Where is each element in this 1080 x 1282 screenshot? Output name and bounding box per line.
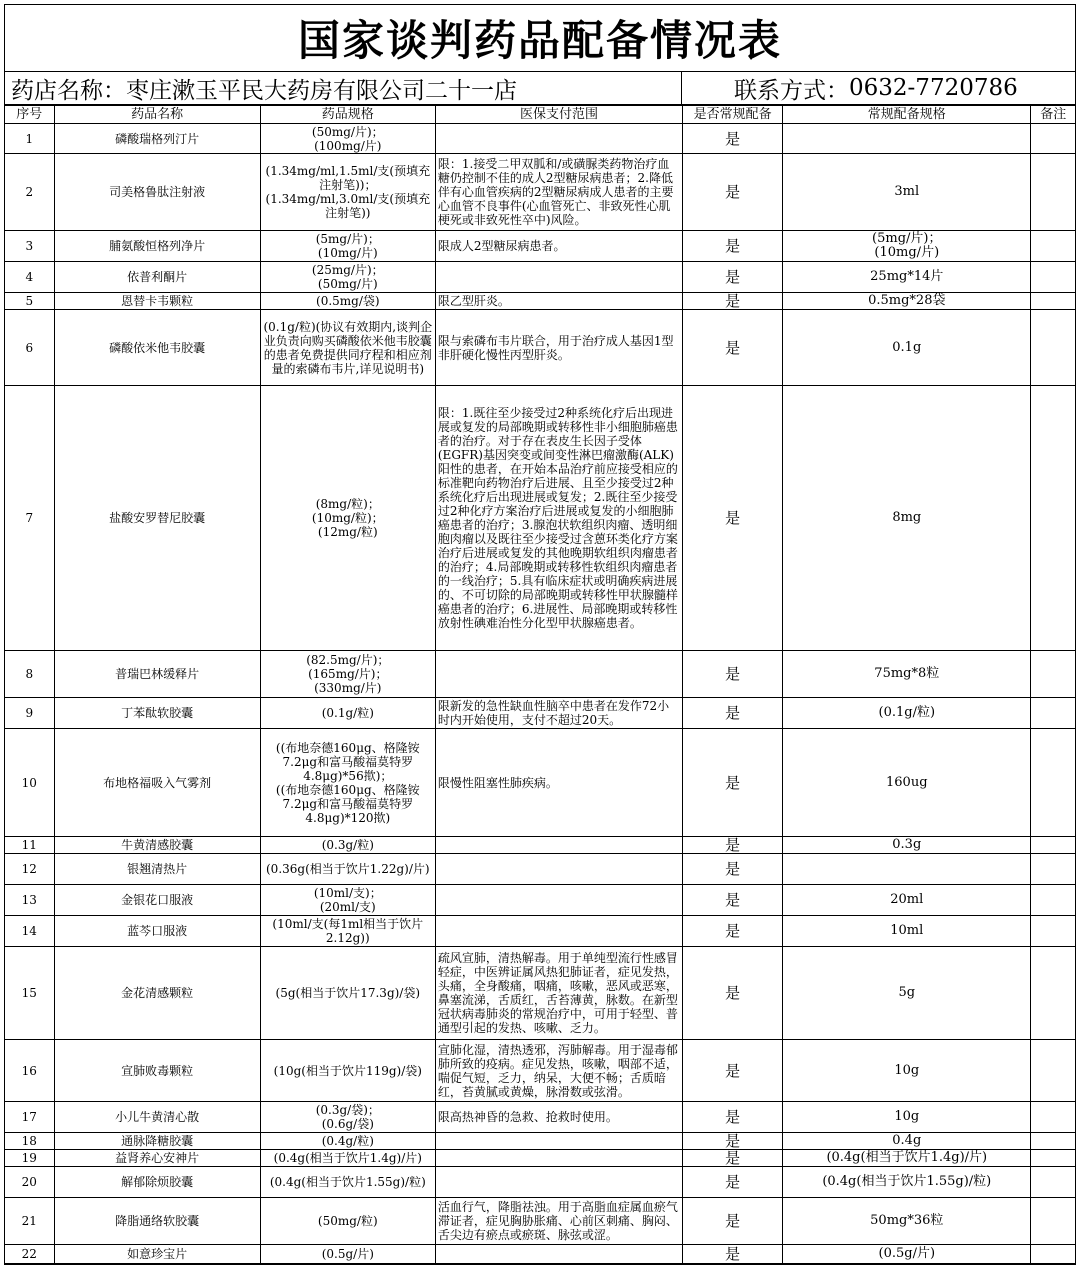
cell-regular: 是: [683, 698, 783, 729]
cell-scope: 限成人2型糖尿病患者。: [435, 231, 682, 262]
cell-no: 22: [5, 1245, 54, 1264]
cell-regular: 是: [683, 1167, 783, 1198]
table-row: [5, 1198, 1075, 1245]
cell-no: 17: [5, 1102, 54, 1133]
table-row: [5, 854, 1075, 885]
store-info-bar: [5, 72, 1075, 105]
cell-name: 通脉降糖胶囊: [54, 1133, 260, 1150]
cell-spec: (25mg/片)； (50mg/片): [260, 262, 435, 293]
table-row: [5, 124, 1075, 154]
cell-note: [1031, 124, 1075, 154]
cell-scope: [435, 1167, 682, 1198]
cell-name: 解郁除烦胶囊: [54, 1167, 260, 1198]
cell-note: [1031, 1133, 1075, 1150]
cell-regular: 是: [683, 386, 783, 651]
cell-regular: 是: [683, 947, 783, 1040]
cell-regular: 是: [683, 310, 783, 386]
cell-scope: 宣肺化湿，清热透邪，泻肺解毒。用于湿毒郁肺所致的疫病。症见发热，咳嗽，咽部不适，喘促气短，乏力，纳呆，大便不畅；舌质暗红，苔黄腻或黄燥，脉滑数或弦滑。: [435, 1040, 682, 1102]
table-row: [5, 1133, 1075, 1150]
cell-reg-spec: 0.4g: [783, 1133, 1031, 1150]
cell-spec: (5g(相当于饮片17.3g)/袋): [260, 947, 435, 1040]
cell-reg-spec: 3ml: [783, 154, 1031, 231]
cell-scope: [435, 837, 682, 854]
cell-name: 磷酸瑞格列汀片: [54, 124, 260, 154]
cell-spec: (8mg/粒)； (10mg/粒)； (12mg/粒): [260, 386, 435, 651]
cell-note: [1031, 1150, 1075, 1167]
cell-name: 降脂通络软胶囊: [54, 1198, 260, 1245]
cell-name: 小儿牛黄清心散: [54, 1102, 260, 1133]
cell-reg-spec: 0.5mg*28袋: [783, 293, 1031, 310]
drug-table: [5, 105, 1075, 1264]
cell-name: 普瑞巴林缓释片: [54, 651, 260, 698]
cell-scope: [435, 854, 682, 885]
cell-spec: (0.1g/粒)(协议有效期内,谈判企业负责向购买磷酸依米他韦胶囊的患者免费提供同疗程和相应剂量的索磷布韦片,详见说明书): [260, 310, 435, 386]
cell-name: 蓝芩口服液: [54, 916, 260, 947]
cell-name: 磷酸依米他韦胶囊: [54, 310, 260, 386]
cell-regular: 是: [683, 154, 783, 231]
cell-no: 6: [5, 310, 54, 386]
cell-name: 金花清感颗粒: [54, 947, 260, 1040]
table-row: [5, 885, 1075, 916]
cell-name: 司美格鲁肽注射液: [54, 154, 260, 231]
cell-spec: (10ml/支)； (20ml/支): [260, 885, 435, 916]
cell-scope: 限慢性阻塞性肺疾病。: [435, 729, 682, 837]
cell-name: 牛黄清感胶囊: [54, 837, 260, 854]
col-header-spec: 药品规格: [260, 106, 435, 124]
col-header-scope: 医保支付范围: [435, 106, 682, 124]
col-header-note: 备注: [1031, 106, 1075, 124]
cell-name: 恩替卡韦颗粒: [54, 293, 260, 310]
cell-reg-spec: [783, 124, 1031, 154]
cell-spec: (10g(相当于饮片119g)/袋): [260, 1040, 435, 1102]
cell-note: [1031, 386, 1075, 651]
cell-regular: 是: [683, 885, 783, 916]
table-row: [5, 1102, 1075, 1133]
cell-no: 5: [5, 293, 54, 310]
cell-scope: 限新发的急性缺血性脑卒中患者在发作72小时内开始使用，支付不超过20天。: [435, 698, 682, 729]
cell-reg-spec: 50mg*36粒: [783, 1198, 1031, 1245]
table-row: [5, 1040, 1075, 1102]
cell-spec: (0.3g/粒): [260, 837, 435, 854]
cell-reg-spec: 0.3g: [783, 837, 1031, 854]
cell-scope: [435, 124, 682, 154]
cell-note: [1031, 310, 1075, 386]
cell-no: 1: [5, 124, 54, 154]
cell-no: 21: [5, 1198, 54, 1245]
table-row: [5, 386, 1075, 651]
cell-reg-spec: (0.1g/粒): [783, 698, 1031, 729]
table-row: [5, 1245, 1075, 1264]
cell-spec: (0.1g/粒): [260, 698, 435, 729]
cell-regular: 是: [683, 293, 783, 310]
cell-no: 4: [5, 262, 54, 293]
table-row: [5, 231, 1075, 262]
col-header-reg-spec: 常规配备规格: [783, 106, 1031, 124]
cell-name: 丁苯酞软胶囊: [54, 698, 260, 729]
table-header-row: [5, 106, 1075, 124]
table-row: [5, 154, 1075, 231]
cell-no: 13: [5, 885, 54, 916]
cell-note: [1031, 837, 1075, 854]
cell-no: 9: [5, 698, 54, 729]
cell-reg-spec: 20ml: [783, 885, 1031, 916]
table-row: [5, 1167, 1075, 1198]
cell-spec: (0.4g(相当于饮片1.4g)/片): [260, 1150, 435, 1167]
cell-scope: [435, 1133, 682, 1150]
cell-note: [1031, 885, 1075, 916]
cell-note: [1031, 231, 1075, 262]
table-row: [5, 1150, 1075, 1167]
table-row: [5, 947, 1075, 1040]
cell-name: 宣肺败毒颗粒: [54, 1040, 260, 1102]
table-row: [5, 262, 1075, 293]
cell-no: 15: [5, 947, 54, 1040]
cell-spec: ((布地奈德160μg、格隆铵7.2μg和富马酸福莫特罗4.8μg)*56揿)； ((布地奈德160μg、格隆铵7.2μg和富马酸福莫特罗4.8μg)*120揿): [260, 729, 435, 837]
cell-spec: (0.4g/粒): [260, 1133, 435, 1150]
cell-note: [1031, 854, 1075, 885]
cell-no: 8: [5, 651, 54, 698]
cell-regular: 是: [683, 262, 783, 293]
cell-reg-spec: 25mg*14片: [783, 262, 1031, 293]
table-row: [5, 293, 1075, 310]
cell-no: 12: [5, 854, 54, 885]
cell-name: 金银花口服液: [54, 885, 260, 916]
cell-name: 如意珍宝片: [54, 1245, 260, 1264]
cell-regular: 是: [683, 124, 783, 154]
table-row: [5, 651, 1075, 698]
contact-phone: 0632-7720786: [849, 75, 1018, 101]
cell-name: 银翘清热片: [54, 854, 260, 885]
cell-reg-spec: 5g: [783, 947, 1031, 1040]
cell-regular: 是: [683, 231, 783, 262]
cell-reg-spec: 0.1g: [783, 310, 1031, 386]
cell-note: [1031, 1040, 1075, 1102]
table-row: [5, 837, 1075, 854]
cell-scope: [435, 262, 682, 293]
store-info: [5, 72, 682, 104]
cell-spec: (10ml/支(每1ml相当于饮片2.12g)): [260, 916, 435, 947]
cell-regular: 是: [683, 916, 783, 947]
cell-spec: (1.34mg/ml,1.5ml/支(预填充注射笔))； (1.34mg/ml,3.0ml/支(预填充注射笔)): [260, 154, 435, 231]
col-header-regular: 是否常规配备: [683, 106, 783, 124]
cell-regular: 是: [683, 1245, 783, 1264]
cell-scope: [435, 916, 682, 947]
cell-reg-spec: (0.4g(相当于饮片1.55g)/粒): [783, 1167, 1031, 1198]
cell-no: 18: [5, 1133, 54, 1150]
col-header-no: 序号: [5, 106, 54, 124]
cell-note: [1031, 293, 1075, 310]
cell-no: 19: [5, 1150, 54, 1167]
cell-no: 10: [5, 729, 54, 837]
cell-note: [1031, 1102, 1075, 1133]
table-row: [5, 729, 1075, 837]
cell-spec: (0.36g(相当于饮片1.22g)/片): [260, 854, 435, 885]
cell-no: 14: [5, 916, 54, 947]
cell-no: 11: [5, 837, 54, 854]
cell-reg-spec: 8mg: [783, 386, 1031, 651]
cell-reg-spec: 10ml: [783, 916, 1031, 947]
cell-note: [1031, 154, 1075, 231]
cell-scope: 限与索磷布韦片联合，用于治疗成人基因1型非肝硬化慢性丙型肝炎。: [435, 310, 682, 386]
cell-spec: (0.5g/片): [260, 1245, 435, 1264]
cell-scope: [435, 1245, 682, 1264]
cell-spec: (50mg/粒): [260, 1198, 435, 1245]
cell-scope: 活血行气，降脂祛浊。用于高脂血症属血瘀气滞证者，症见胸胁胀痛、心前区刺痛、胸闷、舌尖边有瘀点或瘀斑、脉弦或涩。: [435, 1198, 682, 1245]
cell-note: [1031, 947, 1075, 1040]
table-row: [5, 698, 1075, 729]
cell-no: 7: [5, 386, 54, 651]
cell-note: [1031, 698, 1075, 729]
cell-note: [1031, 651, 1075, 698]
table-body: [5, 124, 1075, 1264]
page-title: 国家谈判药品配备情况表: [5, 5, 1075, 72]
cell-note: [1031, 1167, 1075, 1198]
cell-spec: (0.5mg/袋): [260, 293, 435, 310]
drug-table-sheet: [4, 4, 1076, 1265]
cell-reg-spec: (0.4g(相当于饮片1.4g)/片): [783, 1150, 1031, 1167]
cell-scope: [435, 651, 682, 698]
cell-spec: (82.5mg/片)； (165mg/片)； (330mg/片): [260, 651, 435, 698]
cell-spec: (5mg/片)； (10mg/片): [260, 231, 435, 262]
cell-note: [1031, 1245, 1075, 1264]
table-row: [5, 310, 1075, 386]
cell-regular: 是: [683, 1040, 783, 1102]
cell-name: 依普利酮片: [54, 262, 260, 293]
cell-regular: 是: [683, 1133, 783, 1150]
cell-regular: 是: [683, 854, 783, 885]
cell-reg-spec: 75mg*8粒: [783, 651, 1031, 698]
cell-regular: 是: [683, 729, 783, 837]
cell-note: [1031, 262, 1075, 293]
cell-note: [1031, 1198, 1075, 1245]
cell-scope: 疏风宣肺，清热解毒。用于单纯型流行性感冒轻症，中医辨证属风热犯肺证者，症见发热，头痛，全身酸痛，咽痛，咳嗽，恶风或恶寒，鼻塞流涕，舌质红，舌苔薄黄，脉数。在新型冠状病毒肺炎的常规治疗中，可用于轻型、普通型引起的发热、咳嗽、乏力。: [435, 947, 682, 1040]
cell-name: 脯氨酸恒格列净片: [54, 231, 260, 262]
cell-no: 3: [5, 231, 54, 262]
cell-regular: 是: [683, 651, 783, 698]
cell-reg-spec: 10g: [783, 1040, 1031, 1102]
table-row: [5, 916, 1075, 947]
cell-spec: (0.4g(相当于饮片1.55g)/粒): [260, 1167, 435, 1198]
col-header-name: 药品名称: [54, 106, 260, 124]
cell-scope: 限乙型肝炎。: [435, 293, 682, 310]
cell-regular: 是: [683, 1150, 783, 1167]
cell-reg-spec: [783, 854, 1031, 885]
cell-no: 16: [5, 1040, 54, 1102]
cell-scope: [435, 885, 682, 916]
contact-info: [682, 72, 1075, 104]
cell-reg-spec: 10g: [783, 1102, 1031, 1133]
cell-scope: [435, 1150, 682, 1167]
cell-spec: (50mg/片)； (100mg/片): [260, 124, 435, 154]
cell-reg-spec: (0.5g/片): [783, 1245, 1031, 1264]
cell-reg-spec: 160ug: [783, 729, 1031, 837]
cell-scope: 限：1.接受二甲双胍和/或磺脲类药物治疗血糖仍控制不佳的成人2型糖尿病患者；2.降低伴有心血管疾病的2型糖尿病成人患者的主要心血管不良事件(心血管死亡、非致死性心肌梗死或非致死性卒中)风险。: [435, 154, 682, 231]
cell-spec: (0.3g/袋)； (0.6g/袋): [260, 1102, 435, 1133]
cell-note: [1031, 916, 1075, 947]
cell-no: 20: [5, 1167, 54, 1198]
cell-regular: 是: [683, 1102, 783, 1133]
store-name: 枣庄漱玉平民大药房有限公司二十一店: [126, 77, 517, 104]
contact-label: 联系方式：: [734, 77, 849, 104]
cell-regular: 是: [683, 1198, 783, 1245]
cell-name: 盐酸安罗替尼胶囊: [54, 386, 260, 651]
cell-scope: 限高热神昏的急救、抢救时使用。: [435, 1102, 682, 1133]
cell-reg-spec: (5mg/片)； (10mg/片): [783, 231, 1031, 262]
cell-regular: 是: [683, 837, 783, 854]
cell-name: 益肾养心安神片: [54, 1150, 260, 1167]
cell-note: [1031, 729, 1075, 837]
cell-name: 布地格福吸入气雾剂: [54, 729, 260, 837]
cell-no: 2: [5, 154, 54, 231]
cell-scope: 限：1.既往至少接受过2种系统化疗后出现进展或复发的局部晚期或转移性非小细胞肺癌患者的治疗。对于存在表皮生长因子受体(EGFR)基因突变或间变性淋巴瘤激酶(ALK)阳性的患者，在开始本品治疗前应接受相应的标准靶向药物治疗后进展、且至少接受过2种系统化疗后出现进展或复发；2.既往至少接受过2种化疗方案治疗后进展或复发的小细胞肺癌患者的治疗；3.腺泡状软组织肉瘤、透明细胞肉瘤以及既往至少接受过含蒽环类化疗方案治疗后进展或复发的其他晚期软组织肉瘤患者的治疗；4.局部晚期或转移性软组织肉瘤患者的一线治疗；5.具有临床症状或明确疾病进展的、不可切除的局部晚期或转移性甲状腺髓样癌患者的治疗；6.进展性、局部晚期或转移性放射性碘难治性分化型甲状腺癌患者。: [435, 386, 682, 651]
store-label: 药店名称：: [11, 77, 126, 104]
